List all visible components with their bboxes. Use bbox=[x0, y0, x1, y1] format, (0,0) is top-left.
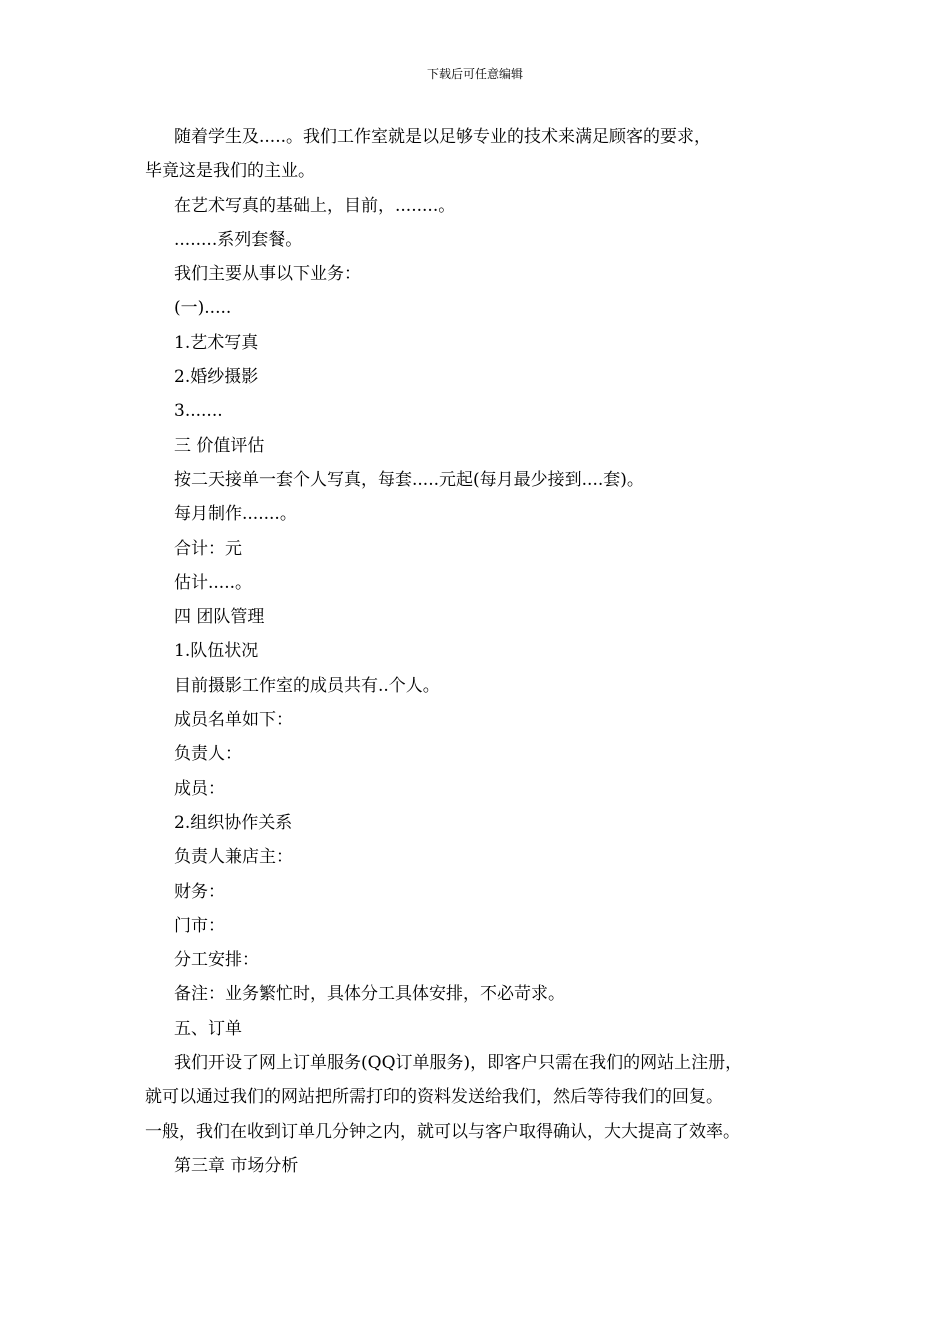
paragraph: 3....... bbox=[174, 401, 223, 422]
paragraph: 毕竟这是我们的主业。 bbox=[145, 161, 315, 182]
paragraph: 每月制作.......。 bbox=[174, 504, 297, 525]
paragraph: 2.组织协作关系 bbox=[174, 812, 293, 833]
paragraph: 门市： bbox=[174, 915, 225, 936]
document-body bbox=[145, 120, 815, 1183]
paragraph: 四 团队管理 bbox=[174, 607, 265, 628]
paragraph: 负责人： bbox=[174, 744, 242, 765]
paragraph: 随着学生及.....。我们工作室就是以足够专业的技术来满足顾客的要求， bbox=[174, 127, 712, 147]
paragraph: 分工安排： bbox=[174, 950, 259, 971]
paragraph: 1.队伍状况 bbox=[174, 641, 259, 662]
paragraph: 2.婚纱摄影 bbox=[174, 367, 259, 388]
paragraph: 成员名单如下： bbox=[174, 710, 293, 731]
paragraph: ........系列套餐。 bbox=[174, 229, 303, 250]
paragraph: 我们开设了网上订单服务(QQ订单服务)，即客户只需在我们的网站上注册， bbox=[174, 1053, 743, 1074]
paragraph: 按二天接单一套个人写真，每套.....元起(每月最少接到....套)。 bbox=[174, 469, 644, 490]
paragraph: 目前摄影工作室的成员共有..个人。 bbox=[174, 675, 440, 696]
paragraph: 成员： bbox=[174, 778, 225, 799]
paragraph: 合计：元 bbox=[174, 538, 242, 559]
paragraph: 就可以通过我们的网站把所需打印的资料发送给我们，然后等待我们的回复。 bbox=[145, 1087, 723, 1108]
paragraph: 一般，我们在收到订单几分钟之内，就可以与客户取得确认，大大提高了效率。 bbox=[145, 1121, 740, 1142]
paragraph: 估计.....。 bbox=[174, 572, 253, 593]
paragraph: 负责人兼店主： bbox=[174, 847, 293, 868]
page-header: 下载后可任意编辑 bbox=[426, 67, 523, 81]
paragraph: 财务： bbox=[174, 881, 225, 902]
paragraph: 三 价值评估 bbox=[174, 435, 265, 456]
paragraph: 备注：业务繁忙时，具体分工具体安排，不必苛求。 bbox=[174, 984, 565, 1005]
paragraph: 我们主要从事以下业务： bbox=[174, 264, 361, 285]
paragraph: 1.艺术写真 bbox=[174, 332, 259, 353]
paragraph: 五、订单 bbox=[174, 1018, 242, 1039]
paragraph: (一)..... bbox=[174, 298, 232, 319]
paragraph: 在艺术写真的基础上，目前，........。 bbox=[174, 195, 456, 216]
paragraph: 第三章 市场分析 bbox=[174, 1155, 299, 1176]
